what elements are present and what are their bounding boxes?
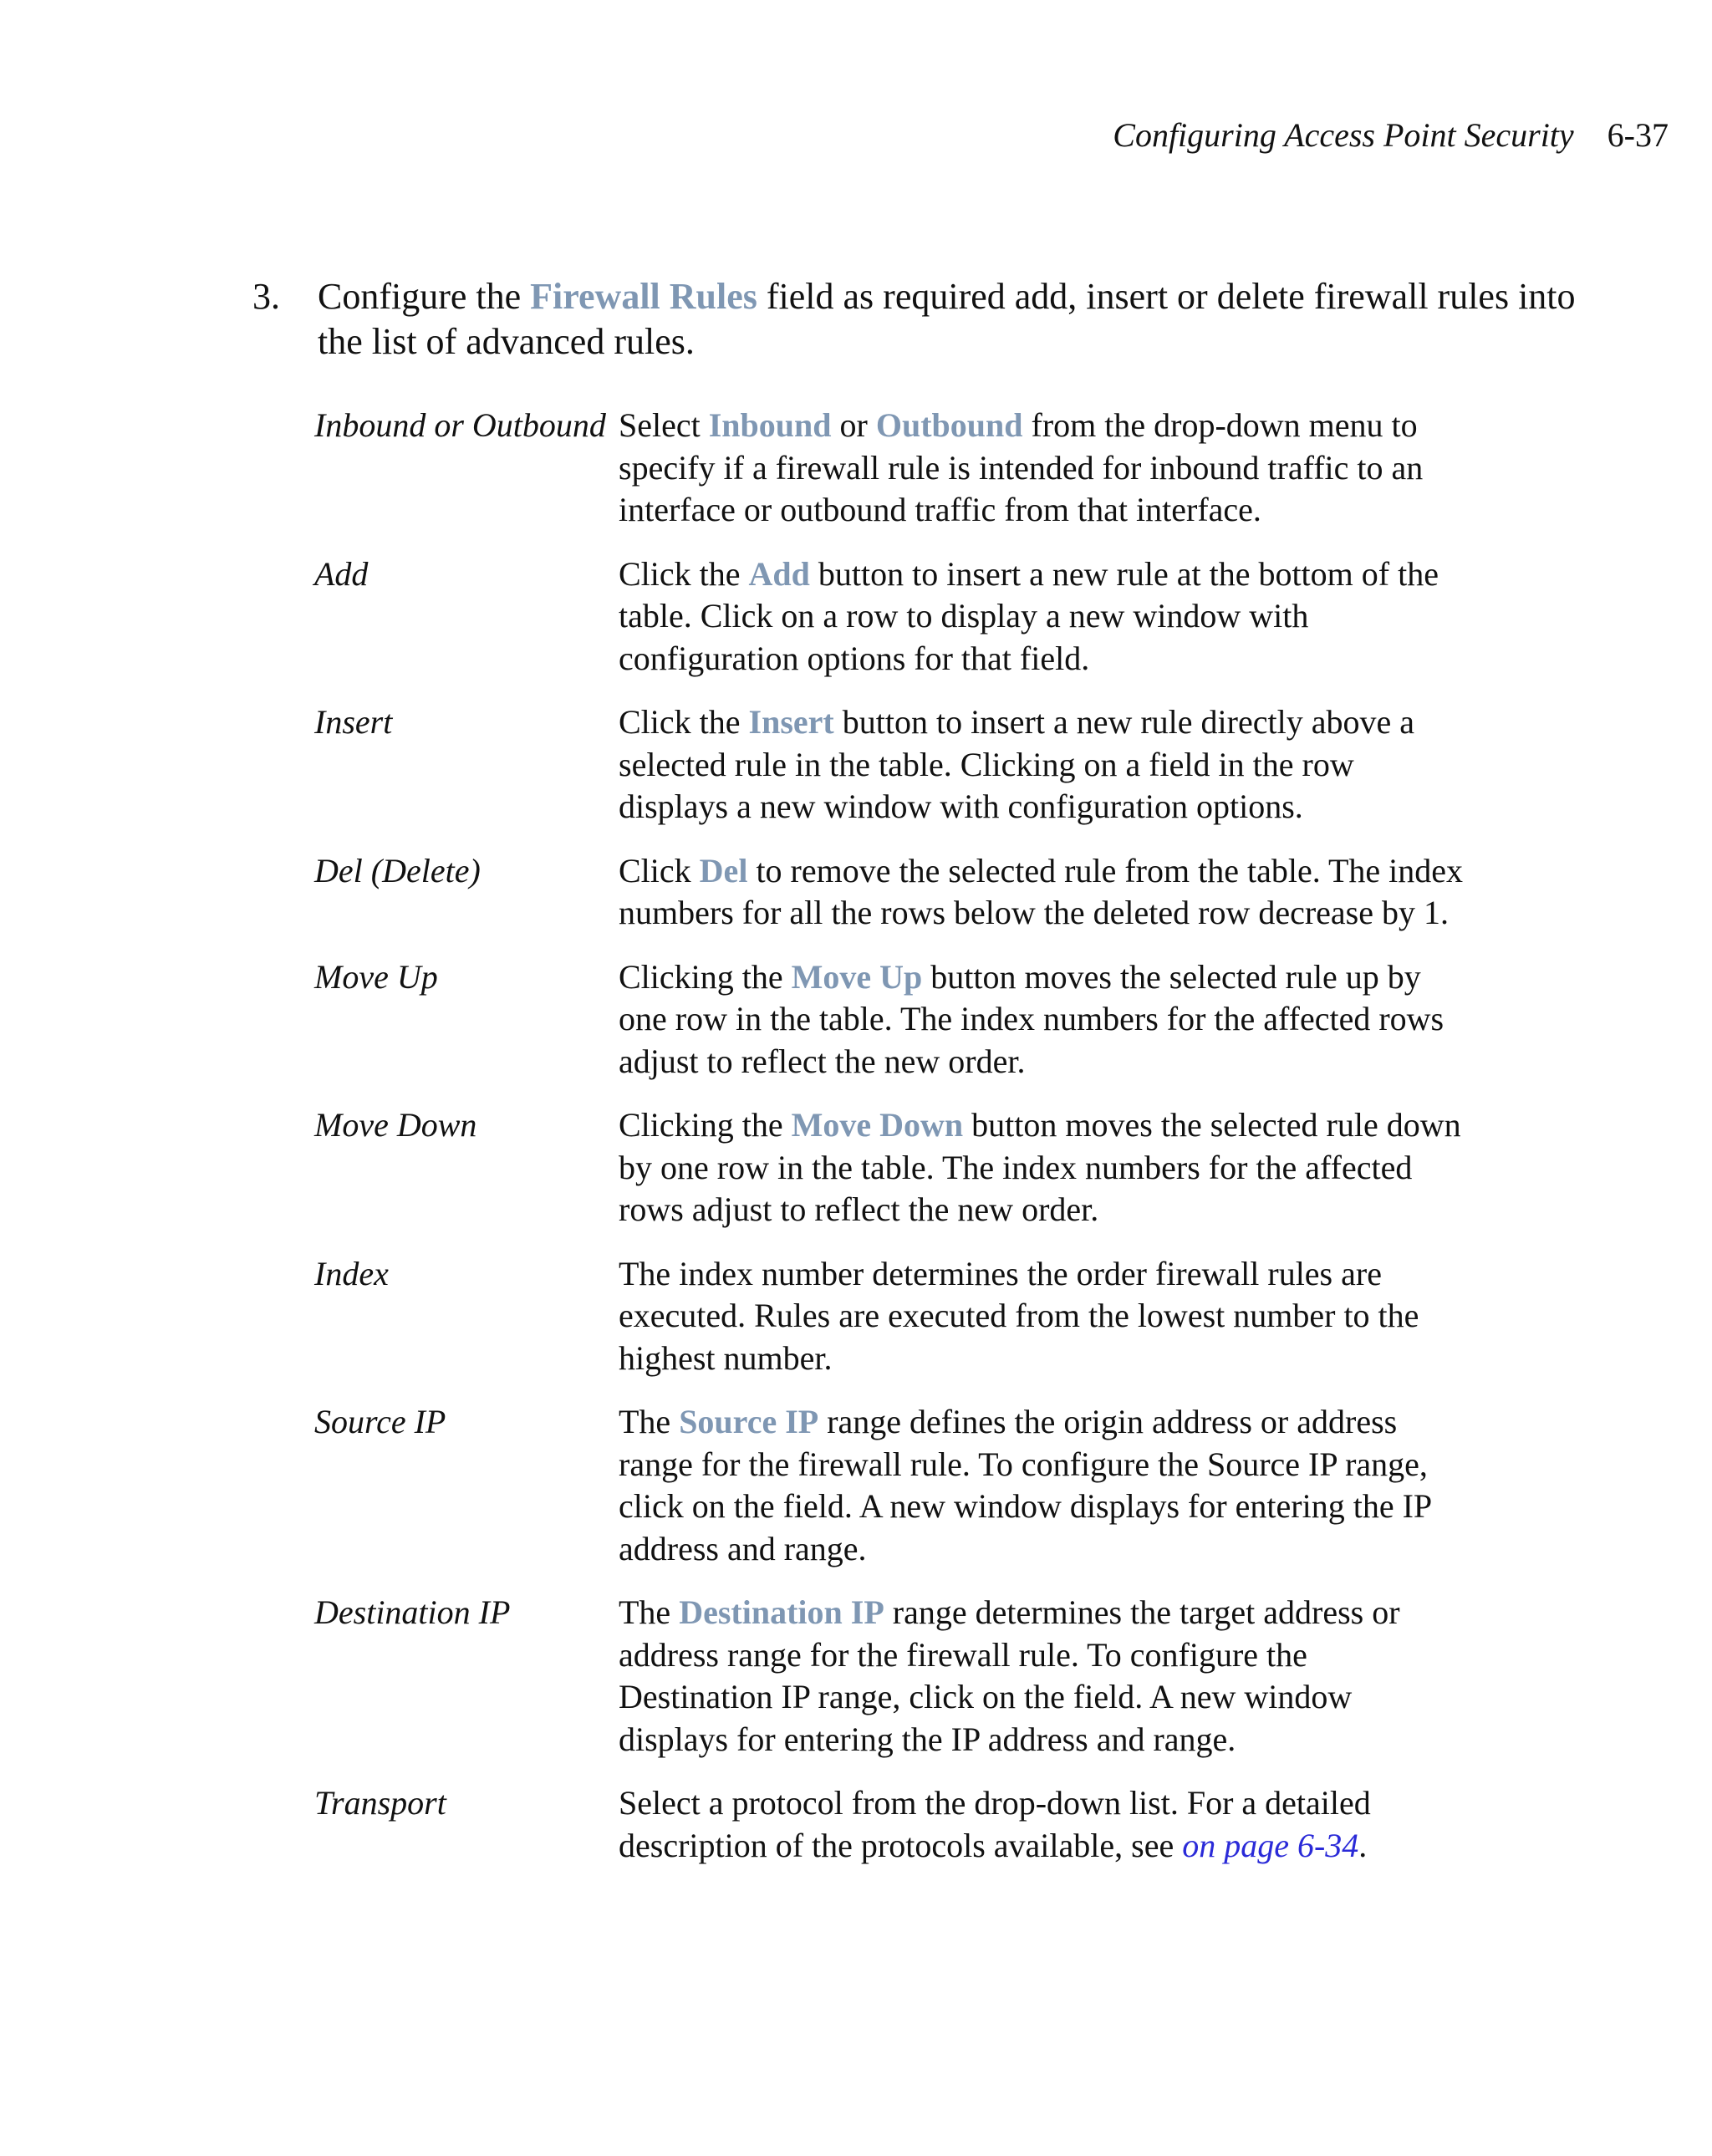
definition-term: Destination IP bbox=[314, 1593, 511, 1631]
section-title: Configuring Access Point Security bbox=[1113, 116, 1574, 154]
definition-list bbox=[314, 405, 1468, 1888]
description-text: Select bbox=[619, 406, 709, 444]
ui-keyword: Inbound bbox=[708, 406, 832, 444]
definition-description bbox=[619, 701, 1468, 828]
description-text: The bbox=[619, 1593, 680, 1631]
description-text: . bbox=[1358, 1826, 1368, 1864]
definition-term: Insert bbox=[314, 703, 393, 741]
ui-keyword: Add bbox=[748, 554, 810, 593]
description-text: The index number determines the order firewall rules are executed. Rules are executed from the lowest number to the highest number. bbox=[619, 1254, 1419, 1377]
definition-row bbox=[314, 1782, 1468, 1867]
page-header bbox=[1113, 114, 1669, 157]
definition-term: Inbound or Outbound bbox=[314, 406, 606, 444]
step-3 bbox=[252, 274, 1590, 364]
definition-row bbox=[314, 405, 1468, 532]
definition-term: Del (Delete) bbox=[314, 851, 481, 889]
definition-description bbox=[619, 956, 1468, 1083]
definition-description bbox=[619, 850, 1468, 935]
description-text: Clicking the bbox=[619, 957, 792, 996]
definition-term: Index bbox=[314, 1254, 389, 1292]
definition-row bbox=[314, 1401, 1468, 1570]
definition-row bbox=[314, 701, 1468, 828]
definition-row bbox=[314, 1253, 1468, 1380]
step-text bbox=[318, 274, 1590, 364]
definition-term: Source IP bbox=[314, 1403, 446, 1440]
description-text: button moves the selected rule up by one row in the table. The index numbers for the affected rows adjust to reflect the new order. bbox=[619, 957, 1444, 1080]
description-text: Click the bbox=[619, 703, 749, 741]
step-keyword: Firewall Rules bbox=[530, 276, 757, 317]
step-text-after: field as required add, insert or delete firewall rules into the list of advanced rules. bbox=[318, 276, 1576, 362]
description-text: range defines the origin address or address range for the firewall rule. To configure the Source IP range, click on the field. A new window displays for entering the IP address and range. bbox=[619, 1403, 1431, 1567]
step-text-before: Configure the bbox=[318, 276, 531, 317]
definition-description bbox=[619, 553, 1468, 680]
description-text: Clicking the bbox=[619, 1106, 792, 1144]
description-text: range determines the target address or address range for the firewall rule. To configure the Destination IP range, click on the field. A new window displays for entering the IP address and range. bbox=[619, 1593, 1400, 1758]
description-text: button moves the selected rule down by one row in the table. The index numbers for the affected rows adjust to reflect the new order. bbox=[619, 1106, 1461, 1228]
description-text: Select a protocol from the drop-down list. For a detailed description of the protocols available, see bbox=[619, 1784, 1371, 1864]
definition-term: Move Down bbox=[314, 1106, 477, 1144]
ui-keyword: Outbound bbox=[875, 406, 1023, 444]
definition-term: Move Up bbox=[314, 957, 438, 996]
description-text: button to insert a new rule directly above a selected rule in the table. Clicking on a field in the row displays a new window with configuration options. bbox=[619, 703, 1414, 825]
definition-description bbox=[619, 1104, 1468, 1231]
ui-keyword: Destination IP bbox=[679, 1593, 884, 1631]
ui-keyword: Move Up bbox=[791, 957, 923, 996]
description-text: button to insert a new rule at the bottom of the table. Click on a row to display a new window with configuration options for that field. bbox=[619, 554, 1439, 677]
definition-description bbox=[619, 1253, 1468, 1380]
cross-reference-link[interactable]: on page 6-34 bbox=[1182, 1826, 1359, 1864]
definition-row bbox=[314, 956, 1468, 1083]
definition-description bbox=[619, 405, 1468, 532]
page-number: 6-37 bbox=[1607, 116, 1669, 154]
definition-row bbox=[314, 850, 1468, 935]
description-text: or bbox=[831, 406, 876, 444]
definition-term: Add bbox=[314, 554, 369, 593]
description-text: Click the bbox=[619, 554, 749, 593]
definition-description bbox=[619, 1592, 1468, 1761]
step-number: 3. bbox=[252, 276, 280, 317]
definition-row bbox=[314, 1104, 1468, 1231]
description-text: Click bbox=[619, 851, 700, 889]
description-text: The bbox=[619, 1403, 680, 1440]
ui-keyword: Insert bbox=[748, 703, 834, 741]
description-text: from the drop-down menu to specify if a firewall rule is intended for inbound traffic to an interface or outbound traffic from that interface. bbox=[619, 406, 1424, 528]
definition-row bbox=[314, 1592, 1468, 1761]
ui-keyword: Source IP bbox=[679, 1403, 819, 1440]
ui-keyword: Move Down bbox=[791, 1106, 964, 1144]
definition-description bbox=[619, 1782, 1468, 1867]
definition-row bbox=[314, 553, 1468, 680]
definition-description bbox=[619, 1401, 1468, 1570]
definition-term: Transport bbox=[314, 1784, 446, 1822]
ui-keyword: Del bbox=[699, 851, 748, 889]
description-text: to remove the selected rule from the table. The index numbers for all the rows below the deleted row decrease by 1. bbox=[619, 851, 1464, 931]
